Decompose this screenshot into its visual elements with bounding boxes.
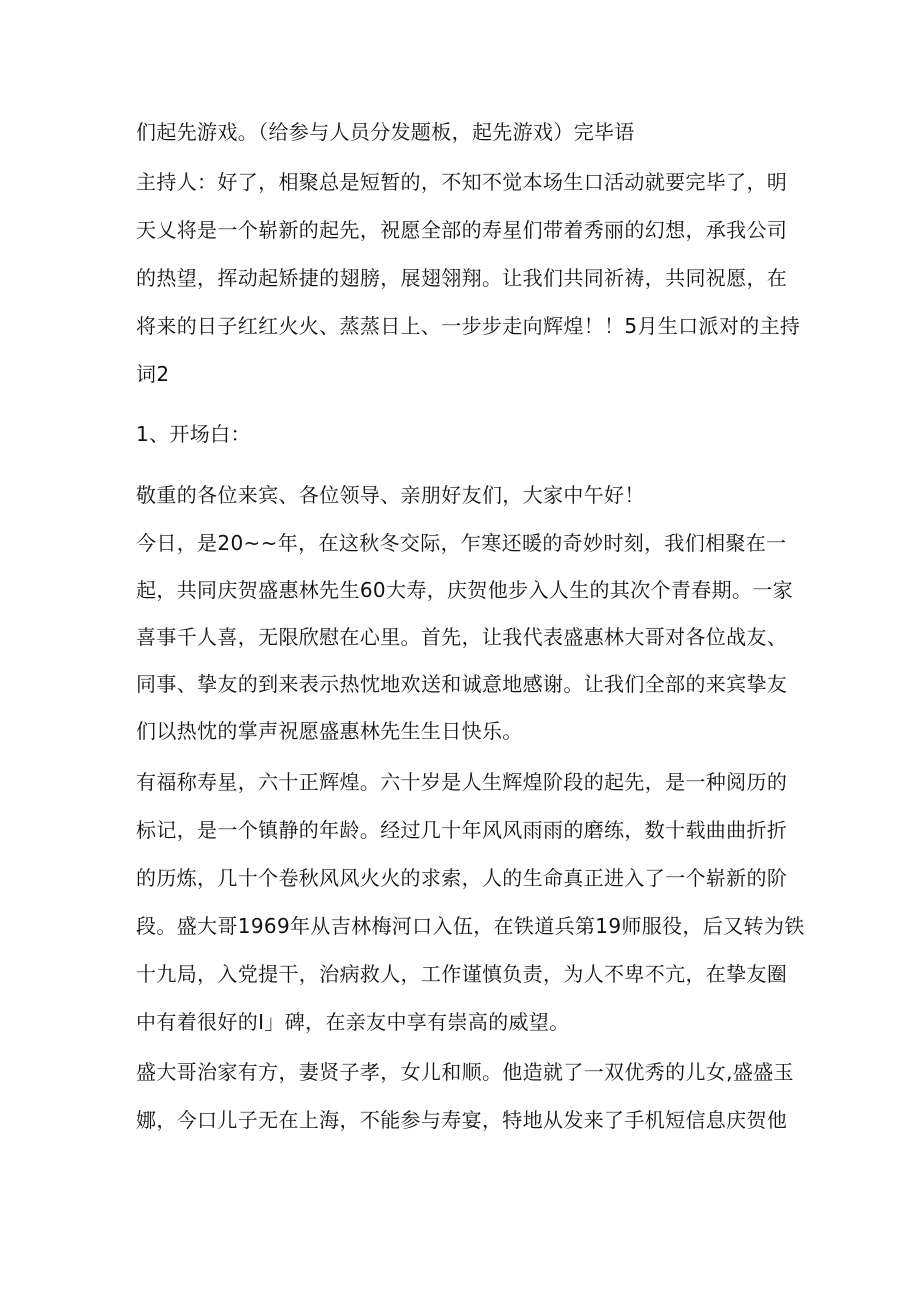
text-line: 同事、挚友的到来表示热忱地欢送和诚意地感谢。让我们全部的来宾挚友 — [136, 672, 788, 696]
text-line: 的历炼，几十个卷秋风风火火的求索，人的生命真正进入了一个崭新的阶 — [136, 866, 788, 890]
text-line: 盛大哥治家有方，妻贤子孝，女儿和顺。他造就了一双优秀的儿女,盛盛玉 — [136, 1060, 794, 1084]
text-line: 的热望，挥动起矫捷的翅膀，展翅翎翔。让我们共同祈祷，共同祝愿，在 — [136, 266, 788, 290]
text-line: 将来的日子红红火火、蒸蒸日上、一步步走向辉煌！！5月生口派对的主持 — [136, 314, 801, 338]
text-line: 词2 — [136, 362, 170, 386]
text-line: 们起先游戏。（给参与人员分发题板，起先游戏）完毕语 — [136, 120, 635, 144]
section-heading: 1、开场白： — [136, 422, 251, 446]
text-line: 今日，是20~~年，在这秋冬交际，乍寒还暖的奇妙时刻，我们相聚在一 — [136, 531, 787, 555]
text-line: 主持人：好了，相聚总是短暂的，不知不觉本场生口活动就要完毕了，明 — [136, 170, 788, 194]
text-line: 标记，是一个镇静的年龄。经过几十年风风雨雨的磨练，数十载曲曲折折 — [136, 818, 788, 842]
text-line: 十九局，入党提干，治病救人，工作谨慎负责，为人不卑不亢，在挚友圈 — [136, 962, 788, 986]
text-line: 们以热忱的掌声祝愿盛惠林先生生日快乐。 — [136, 719, 523, 743]
text-line: 中有着很好的I」碑，在亲友中享有崇高的威望。 — [136, 1010, 570, 1034]
text-line: 起，共同庆贺盛惠林先生60大寿，庆贺他步入人生的其次个青春期。一家 — [136, 578, 793, 602]
text-line: 天乂将是一个崭新的起先，祝愿全部的寿星们带着秀丽的幻想，承我公司 — [136, 218, 788, 242]
text-line: 有福称寿星，六十正辉煌。六十岁是人生辉煌阶段的起先，是一种阅历的 — [136, 770, 788, 794]
text-line: 娜，今口儿子无在上海，不能参与寿宴，特地从发来了手机短信息庆贺他 — [136, 1108, 788, 1132]
text-line: 段。盛大哥1969年从吉林梅河口入伍，在铁道兵第19师服役，后又转为铁 — [136, 914, 805, 938]
text-line: 喜事千人喜，无限欣慰在心里。首先，让我代表盛惠林大哥对各位战友、 — [136, 625, 788, 649]
text-line: 敬重的各位来宾、各位领导、亲朋好友们，大家中午好！ — [136, 483, 645, 507]
